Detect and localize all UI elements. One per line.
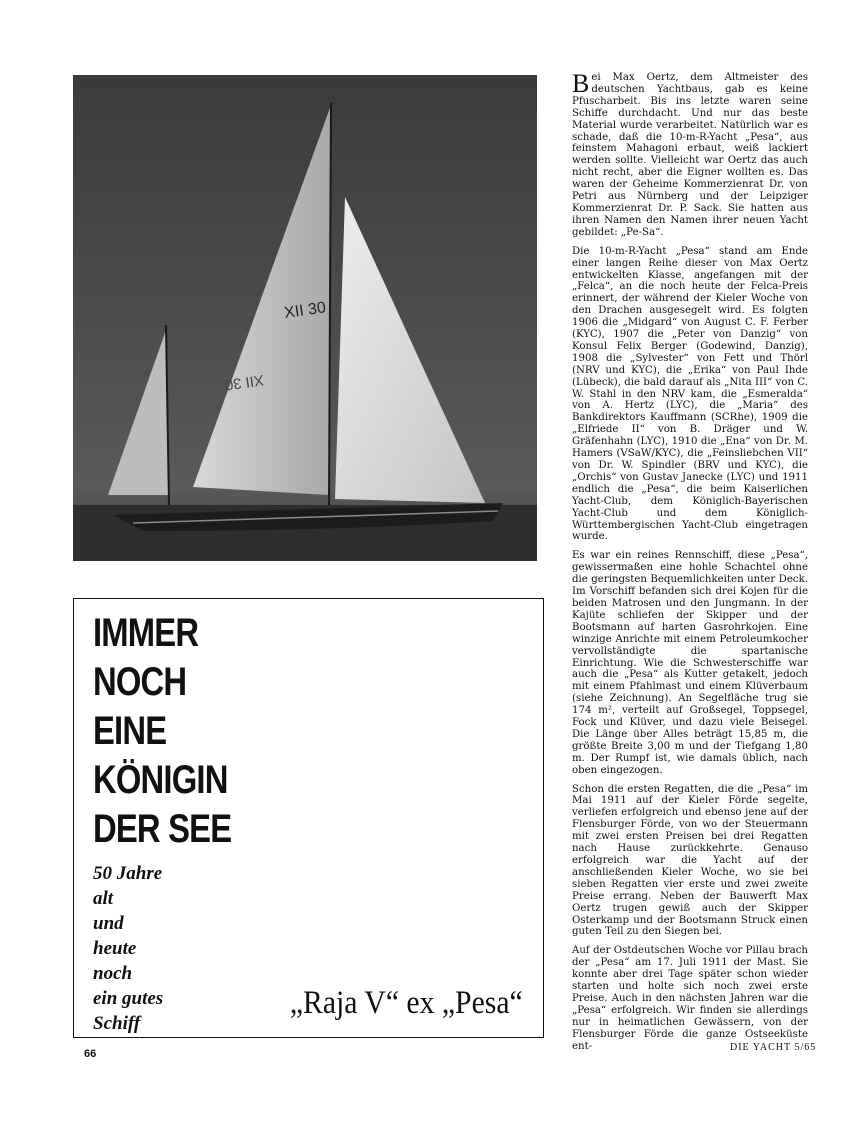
boat-name: „Raja V“ ex „Pesa“ — [290, 985, 523, 1021]
subtitle-line: Schiff — [93, 1013, 141, 1034]
article-column — [572, 69, 808, 1060]
headline-line: EINE — [93, 709, 167, 753]
headline — [93, 609, 231, 854]
headline-line: KÖNIGIN — [93, 758, 228, 802]
headline-line: DER SEE — [93, 807, 232, 851]
subtitle-line: 50 Jahre — [93, 863, 163, 884]
article-paragraph — [572, 69, 808, 239]
paragraph-text: ei Max Oertz, dem Altmeister des deutschen Yachtbaus, gab es keine Pfuscharbeit. Bis ins letzte waren seine Schiffe durchdacht. Und nur das beste Material wurde verarbeitet. Natürlich war es schade, daß die 10-m-R-Yacht „Pesa“, aus feinstem Mahagoni erbaut, weiß lackiert werden sollte. Vielleicht war Oertz das auch nicht recht, aber die Eigner wollten es. Das waren der Geheime Kommerzienrat Dr. von Petri aus Nürnberg und der Leipziger Kommerzienrat Dr. P. Sack. Sie hatten aus ihren Namen den Namen ihrer neuen Yacht gebildet: „Pe-Sa“. — [572, 72, 808, 238]
article-paragraph: Die 10-m-R-Yacht „Pesa“ stand am Ende einer langen Reihe dieser von Max Oertz entwickelten Klasse, angefangen mit der „Felca“, an die noch heute der Felca-Preis erinnert, der während der Kieler Woche von den Drachen ausgesegelt wird. Es folgten 1906 die „Midgard“ von August C. F. Ferber (KYC), 1907 die „Peter von Danzig“ von Konsul Felix Berger (Godewind, Danzig), 1908 die „Sylvester“ von Fett und Thörl (NRV und KYC), die „Erika“ von Paul Ihde (Lübeck), die bald darauf als „Nita III“ von C. W. Stahl in den NRV kam, die „Esmeralda“ von A. Hertz (LYC), die „Maria“ des Bankdirektors Kauffmann (SCRhe), 1909 die „Elfriede II“ von B. Dräger und W. Gräfenhahn (LYC), 1910 die „Ena“ von Dr. M. Hamers (VSaW/KYC), die „Feinsliebchen VII“ von Dr. W. Spindler (BRV und KYC), die „Orchis“ von Gustav Janecke (LYC) und 1911 endlich die „Pesa“, die beim Kaiserlichen Yacht-Club, dem Königlich-Bayerischen Yacht-Club und dem Königlich-Württembergischen Yacht-Club eingetragen wurde. — [572, 245, 808, 543]
sail-number: XII 30 — [283, 299, 327, 322]
subtitle-line: heute — [93, 938, 137, 959]
drop-cap: B — [572, 69, 590, 98]
subtitle-line: alt — [93, 888, 114, 909]
headline-line: NOCH — [93, 660, 187, 704]
article-paragraph: Es war ein reines Rennschiff, diese „Pesa“, gewissermaßen eine hohle Schachtel ohne die geringsten Bequemlichkeiten unter Deck. Im Vorschiff befanden sich drei Kojen für die beiden Matrosen und den Jungmann. In der Kajüte schliefen der Skipper und der Bootsmann auf harten Gasrohrkojen. Eine winzige Anrichte mit einem Petroleumkocher vervollständigte die spartanische Einrichtung. Wie die Schwesterschiffe war auch die „Pesa“ als Kutter getakelt, jedoch mit einem Pfahlmast und einem Klüverbaum (siehe Zeichnung). An Segelfläche trug sie 174 m², verteilt auf Großsegel, Toppsegel, Fock und Klüver, und dazu viele Beisegel. Die Länge über Alles beträgt 15,85 m, die größte Breite 3,00 m und der Tiefgang 1,80 m. Der Rumpf ist, wie damals üblich, nach oben eingezogen. — [572, 550, 808, 776]
title-box — [73, 598, 544, 1038]
subtitle-line: und — [93, 913, 124, 934]
subtitle-line: noch — [93, 963, 133, 984]
headline-line: IMMER — [93, 611, 199, 655]
article-paragraph: Schon die ersten Regatten, die die „Pesa“ im Mai 1911 auf der Kieler Förde segelte, verliefen erfolgreich und ebenso jene auf der Flensburger Förde, von wo der Steuermann mit zwei ersten Preisen bei drei Regatten nach Hause zurückkehrte. Genauso erfolgreich war die Yacht auf der anschließenden Kieler Woche, wo sie bei sieben Regatten vier erste und zwei zweite Preise errang. Neben der Bauwerft Max Oertz trugen gewiß auch der Skipper Osterkamp und der Bootsmann Struck einen guten Teil zu den Siegen bei. — [572, 783, 808, 938]
subtitle-line: ein gutes — [93, 988, 164, 1009]
article-paragraph: Auf der Ostdeutschen Woche vor Pillau brach der „Pesa“ am 17. Juli 1911 der Mast. Sie konnte aber drei Tage später schon wieder starten und holte sich noch zwei erste Preise. Auch in den nächsten Jahren war die „Pesa“ erfolgreich. Wir finden sie allerdings nur in heimatlichen Gewässern, von der Flensburger Förde die ganze Ostseeküste ent- — [572, 945, 808, 1052]
page-number: 66 — [84, 1048, 97, 1060]
magazine-footer: DIE YACHT 5/65 — [730, 1042, 817, 1053]
subtitle — [93, 861, 163, 1036]
sail-number-reflection: XII 30 — [223, 371, 265, 394]
sailing-yacht-photo — [73, 75, 537, 561]
